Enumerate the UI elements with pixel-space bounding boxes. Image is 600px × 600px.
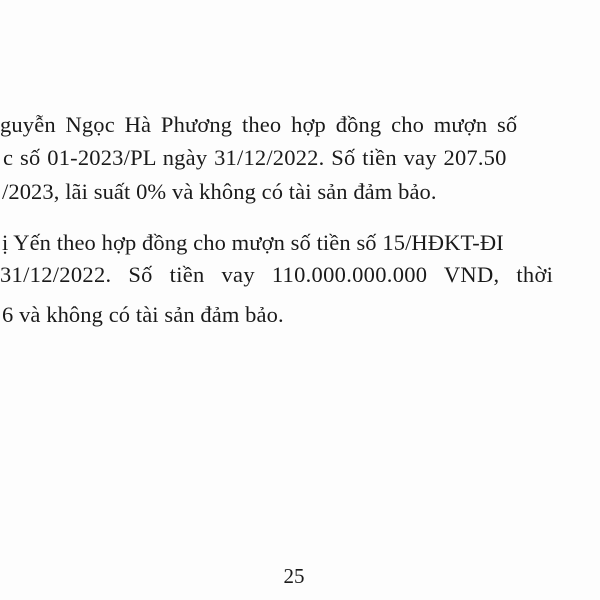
paragraph-1-line-2: c số 01-2023/PL ngày 31/12/2022. Số tiền vay 207.50 (3, 145, 507, 170)
page-number (0, 566, 600, 587)
paragraph-1-line-3: /2023, lãi suất 0% và không có tài sản đảm bảo. (2, 179, 437, 204)
paragraph-2-line-3: 6 và không có tài sản đảm bảo. (2, 302, 284, 327)
page-number-text: 25 (283, 564, 305, 588)
paragraph-2-line-2: 31/12/2022. Số tiền vay 110.000.000.000 VND, thời (0, 262, 554, 287)
paragraph-2-line-1: ị Yến theo hợp đồng cho mượn số tiền số 15/HĐKT-ĐI (2, 230, 504, 255)
paragraph-1-line-1: guyễn Ngọc Hà Phương theo hợp đồng cho mượn số (0, 112, 518, 137)
